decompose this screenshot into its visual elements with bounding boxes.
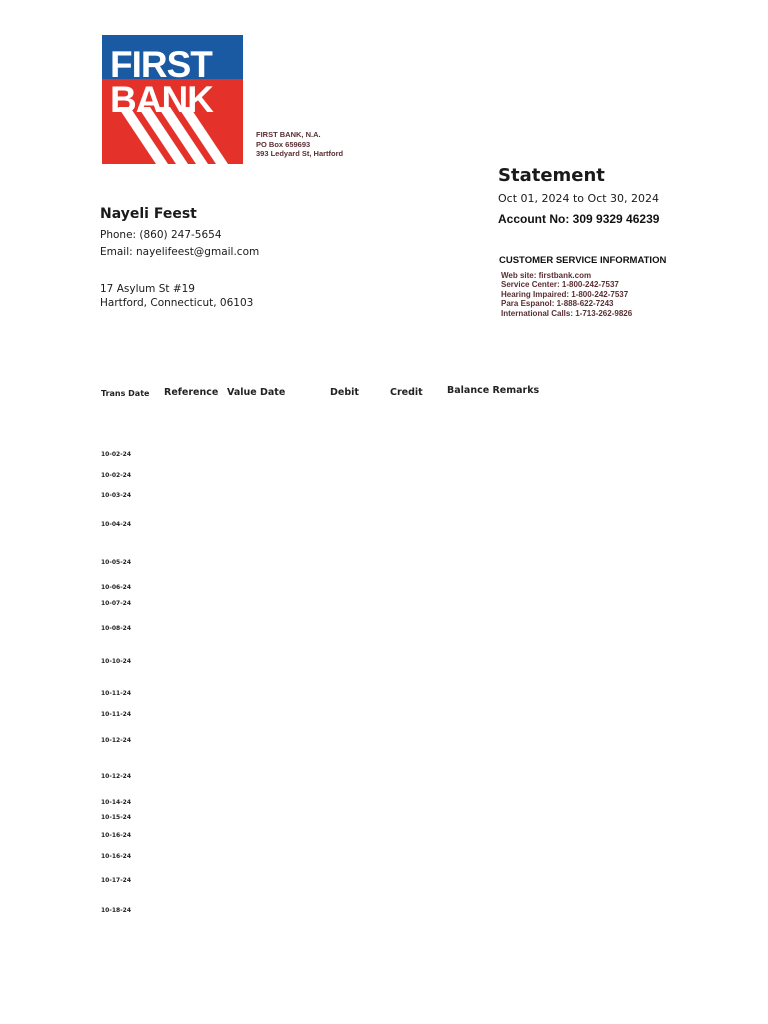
table-row: 10-18-24	[101, 907, 132, 914]
cs-international: International Calls: 1-713-262-9826	[501, 308, 633, 318]
bank-logo	[102, 35, 243, 164]
logo-word-bank: BANK	[110, 79, 213, 120]
header-debit: Debit	[330, 387, 359, 398]
bank-address	[256, 130, 343, 159]
customer-address-line1: 17 Asylum St #19	[100, 283, 195, 295]
header-value-date: Value Date	[227, 387, 286, 398]
customer-phone: Phone: (860) 247-5654	[100, 229, 222, 241]
bank-name: FIRST BANK, N.A.	[256, 130, 321, 139]
header-trans-date: Trans Date	[101, 389, 150, 398]
header-credit: Credit	[390, 387, 423, 398]
table-row: 10-12-24	[101, 737, 132, 744]
table-row: 10-02-24	[101, 472, 132, 479]
customer-name: Nayeli Feest	[100, 206, 197, 222]
table-row: 10-11-24	[101, 690, 132, 697]
cs-website: Web site: firstbank.com	[501, 271, 592, 280]
bank-po-box: PO Box 659693	[256, 139, 311, 149]
header-reference: Reference	[164, 387, 219, 398]
statement-title: Statement	[498, 165, 605, 186]
table-row: 10-08-24	[101, 625, 132, 632]
bank-street: 393 Ledyard St, Hartford	[256, 149, 344, 158]
statement-period: Oct 01, 2024 to Oct 30, 2024	[498, 192, 660, 205]
table-row: 10-17-24	[101, 877, 132, 884]
account-number: Account No: 309 9329 46239	[498, 212, 660, 226]
header-balance-remarks: Balance Remarks	[447, 385, 540, 396]
table-row: 10-05-24	[101, 559, 132, 566]
bank-logo-graphic	[102, 35, 243, 164]
cs-service-center: Service Center: 1-800-242-7537	[501, 280, 619, 290]
table-row: 10-03-24	[101, 492, 132, 499]
table-row: 10-06-24	[101, 584, 132, 591]
logo-word-first: FIRST	[110, 44, 212, 85]
table-row: 10-14-24	[101, 799, 132, 806]
cs-hearing-impaired: Hearing Impaired: 1-800-242-7537	[501, 289, 629, 299]
table-row: 10-16-24	[101, 853, 132, 860]
table-row: 10-02-24	[101, 451, 132, 458]
customer-service-info	[501, 271, 632, 318]
table-row: 10-11-24	[101, 711, 132, 718]
table-row: 10-15-24	[101, 814, 132, 821]
table-row: 10-12-24	[101, 773, 132, 780]
customer-service-title: CUSTOMER SERVICE INFORMATION	[499, 255, 667, 266]
customer-address-line2: Hartford, Connecticut, 06103	[100, 297, 254, 309]
cs-spanish: Para Espanol: 1-888-622-7243	[501, 299, 614, 309]
table-row: 10-04-24	[101, 521, 132, 528]
table-row: 10-10-24	[101, 658, 132, 665]
table-row: 10-16-24	[101, 832, 132, 839]
table-row: 10-07-24	[101, 600, 132, 607]
customer-email: Email: nayelifeest@gmail.com	[100, 246, 260, 258]
